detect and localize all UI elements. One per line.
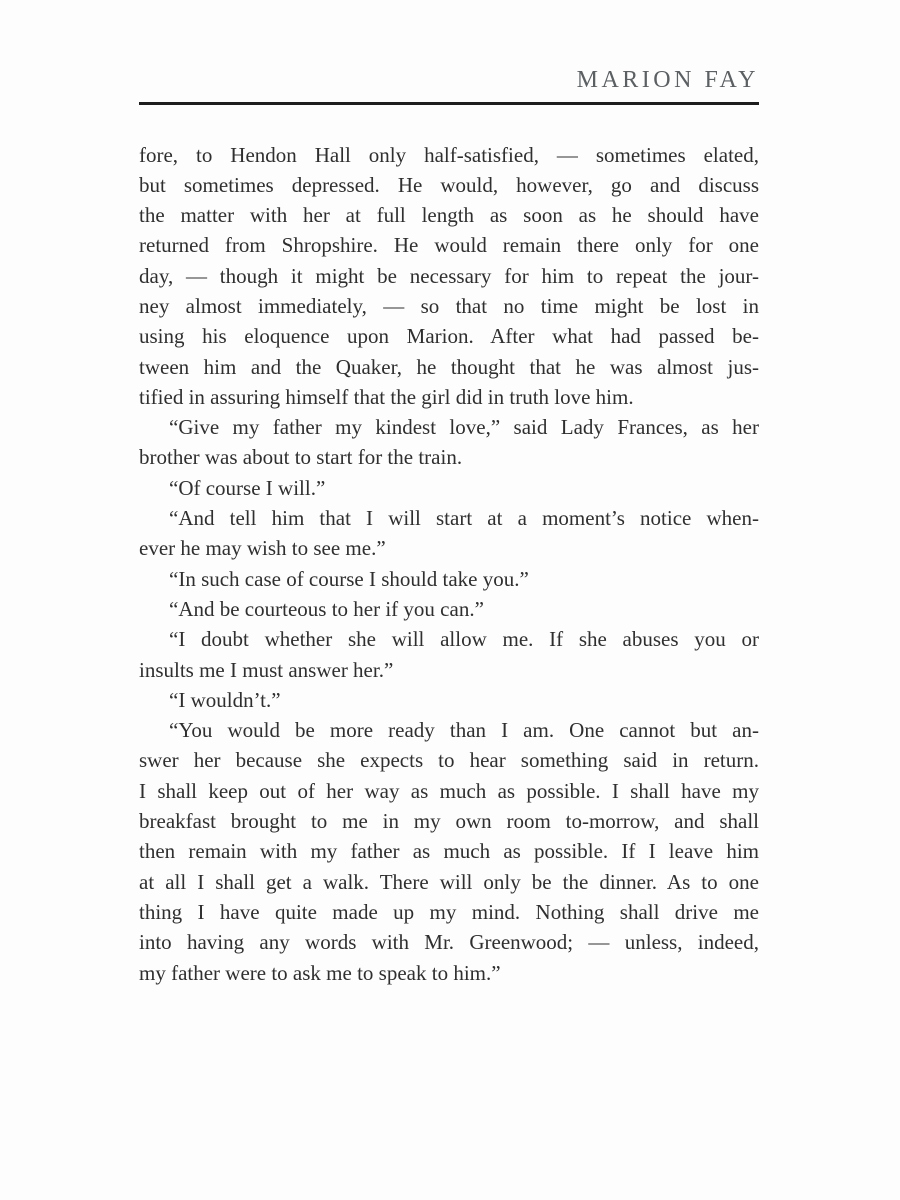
text-line: “In such case of course I should take you.” bbox=[169, 566, 529, 591]
text-line: insults me I must answer her.” bbox=[139, 657, 394, 682]
text-line: tified in assuring himself that the girl did in truth love him. bbox=[139, 384, 634, 409]
running-header: MARION FAY bbox=[576, 67, 759, 93]
text-line: thing I have quite made up my mind. Nothing shall drive me bbox=[139, 899, 759, 924]
paragraph bbox=[139, 140, 759, 413]
text-line: ney almost immediately, — so that no time might be lost in bbox=[139, 293, 759, 318]
text-line: but sometimes depressed. He would, however, go and discuss bbox=[139, 172, 759, 197]
text-line: my father were to ask me to speak to him.” bbox=[139, 960, 501, 985]
text-line: “I wouldn’t.” bbox=[169, 687, 281, 712]
paragraph bbox=[139, 624, 759, 685]
paragraph bbox=[139, 715, 759, 988]
text-line: “Of course I will.” bbox=[169, 475, 326, 500]
text-line: “You would be more ready than I am. One cannot but an- bbox=[169, 718, 759, 743]
text-line: tween him and the Quaker, he thought that he was almost jus- bbox=[139, 354, 759, 379]
text-line: into having any words with Mr. Greenwood; — unless, indeed, bbox=[139, 930, 759, 955]
text-line: breakfast brought to me in my own room to-morrow, and shall bbox=[139, 809, 759, 834]
paragraph bbox=[139, 412, 759, 473]
text-line: using his eloquence upon Marion. After what had passed be- bbox=[139, 324, 759, 349]
body-text bbox=[139, 140, 759, 988]
paragraph bbox=[139, 503, 759, 564]
text-line: fore, to Hendon Hall only half-satisfied, — sometimes elated, bbox=[139, 142, 759, 167]
text-line: the matter with her at full length as soon as he should have bbox=[139, 203, 759, 228]
paragraph bbox=[139, 564, 759, 594]
header-rule bbox=[139, 102, 759, 105]
text-line: day, — though it might be necessary for him to repeat the jour- bbox=[139, 263, 759, 288]
text-line: “I doubt whether she will allow me. If she abuses you or bbox=[169, 627, 759, 652]
paragraph bbox=[139, 473, 759, 503]
text-line: “And be courteous to her if you can.” bbox=[169, 596, 484, 621]
text-line: I shall keep out of her way as much as possible. I shall have my bbox=[139, 778, 759, 803]
text-line: “And tell him that I will start at a moment’s notice when- bbox=[169, 506, 759, 531]
text-line: “Give my father my kindest love,” said Lady Frances, as her bbox=[169, 415, 759, 440]
text-line: brother was about to start for the train. bbox=[139, 445, 463, 470]
text-line: at all I shall get a walk. There will only be the dinner. As to one bbox=[139, 869, 759, 894]
text-line: ever he may wish to see me.” bbox=[139, 536, 386, 561]
paragraph bbox=[139, 685, 759, 715]
text-line: then remain with my father as much as possible. If I leave him bbox=[139, 839, 759, 864]
text-line: returned from Shropshire. He would remain there only for one bbox=[139, 233, 759, 258]
text-line: swer her because she expects to hear something said in return. bbox=[139, 748, 759, 773]
paragraph bbox=[139, 594, 759, 624]
